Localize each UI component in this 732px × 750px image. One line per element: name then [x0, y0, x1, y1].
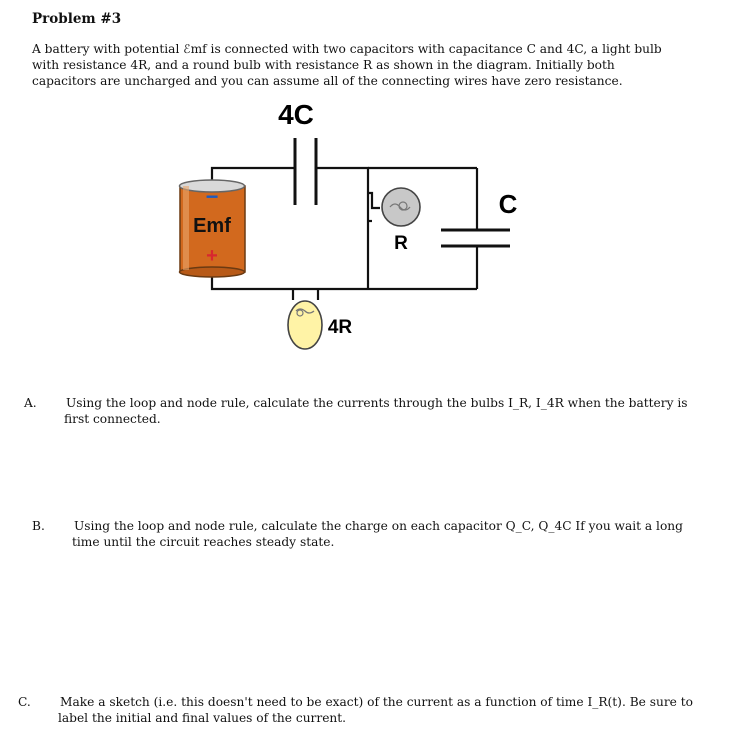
question-a-letter: A.	[24, 396, 37, 410]
capacitor-c-label: C	[498, 189, 518, 219]
battery-label: Emf	[193, 215, 231, 237]
question-c	[18, 694, 718, 726]
round-bulb-label: R	[394, 233, 408, 254]
bottom-bulb-label: 4R	[327, 317, 353, 338]
capacitor-c	[441, 230, 510, 246]
capacitor-4c-label: 4C	[278, 99, 314, 130]
question-a	[24, 395, 704, 427]
question-c-text: Make a sketch (i.e. this doesn't need to be exact) of the current as a function of time I_R(t). Be sure to label the initial and final values of the current.	[58, 695, 693, 725]
problem-intro: A battery with potential ℰmf is connected with two capacitors with capacitance C and 4C, a light bulb with resistance 4R, and a round bulb with resistance R as shown in the diagram. Initially both capacitors are uncharged and you can assume all of the connecting wires have zero resistance.	[32, 42, 662, 88]
question-a-text: Using the loop and node rule, calculate the currents through the bulbs I_R, I_4R when the battery is first connected.	[64, 396, 688, 426]
bottom-bulb	[288, 301, 322, 349]
circuit-wires	[212, 168, 477, 300]
question-b-text: Using the loop and node rule, calculate the charge on each capacitor Q_C, Q_4C If you wait a long time until the circuit reaches steady state.	[72, 519, 683, 549]
battery-minus-sign: −	[205, 184, 219, 209]
question-b	[32, 518, 712, 550]
capacitor-4c	[295, 138, 316, 205]
question-c-letter: C.	[18, 695, 31, 709]
battery-plus-sign: +	[206, 245, 218, 267]
round-bulb	[382, 188, 420, 226]
question-b-letter: B.	[32, 519, 45, 533]
problem-title: Problem #3	[32, 11, 122, 27]
